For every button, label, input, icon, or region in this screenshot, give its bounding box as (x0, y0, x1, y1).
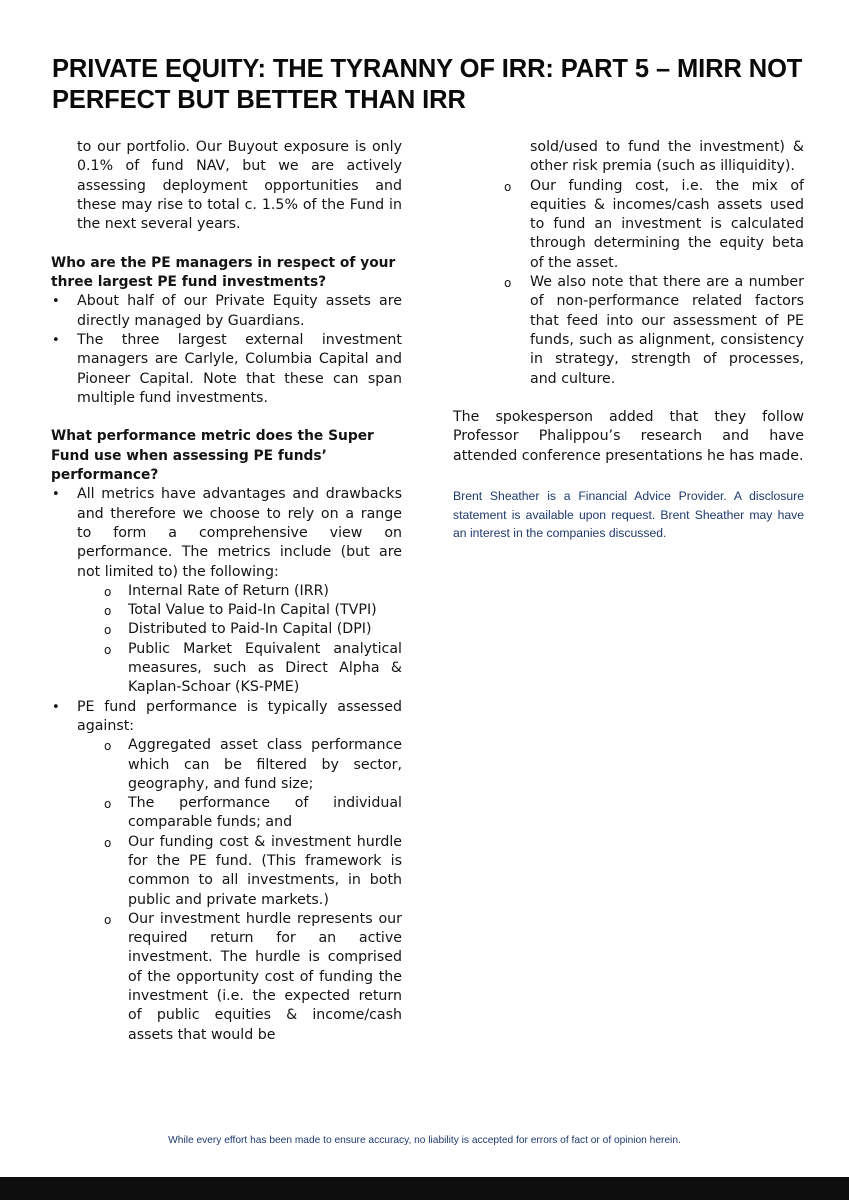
list-item: o Public Market Equivalent analytical measures, such as Direct Alpha & Kaplan-Schoar (KS-PME) (77, 640, 402, 698)
list-item: o Total Value to Paid-In Capital (TVPI) (77, 601, 402, 620)
disclosure-statement: Brent Sheather is a Financial Advice Provider. A disclosure statement is available upon request. Brent Sheather may have an interest in the companies discussed. (453, 489, 804, 541)
list-item: o The performance of individual comparable funds; and (77, 794, 402, 833)
metrics-bullet-list (51, 485, 402, 1045)
list-item: o Distributed to Paid-In Capital (DPI) (77, 620, 402, 639)
list-item: o Our funding cost, i.e. the mix of equities & incomes/cash assets used to fund an investment is calculated through determining the equity beta of the asset. (453, 177, 804, 273)
title-line-2: PERFECT BUT BETTER THAN IRR (52, 86, 466, 114)
assessment-sub-list (77, 736, 402, 1045)
question-managers: Who are the PE managers in respect of your three largest PE fund investments? (51, 254, 396, 291)
list-item (51, 485, 402, 697)
metrics-bullet-text: All metrics have advantages and drawbacks and therefore we choose to rely on a range to form a comprehensive view on performance. The metrics include (but are not limited to) the following: (77, 486, 402, 580)
list-item: o Our investment hurdle represents our required return for an active investment. The hurdle is comprised of the opportunity cost of funding the investment (i.e. the expected return of public equities & income/cash assets that would be (77, 910, 402, 1045)
spokesperson-paragraph: The spokesperson added that they follow Professor Phalippou’s research and have attended conference presentations he has made. (453, 409, 804, 464)
list-item: o Aggregated asset class performance which can be filtered by sector, geography, and fund size; (77, 736, 402, 794)
page-title (52, 54, 812, 116)
assessment-bullet-text: PE fund performance is typically assessed against: (77, 698, 402, 734)
list-item (51, 698, 402, 1045)
right-column (453, 138, 804, 543)
list-item: o Our funding cost & investment hurdle for the PE fund. (This framework is common to all investments, in both public and private markets.) (77, 833, 402, 910)
right-sub-list (453, 177, 804, 389)
left-column (51, 138, 402, 1045)
footer-disclaimer: While every effort has been made to ensure accuracy, no liability is accepted for errors of fact or of opinion herein. (168, 1135, 681, 1146)
list-item: • About half of our Private Equity assets are directly managed by Guardians. (51, 292, 402, 331)
list-item: • The three largest external investment managers are Carlyle, Columbia Capital and Pioneer Capital. Note that these can span multiple fund investments. (51, 331, 402, 408)
continued-sub-item: sold/used to fund the investment) & other risk premia (such as illiquidity). (530, 139, 804, 175)
list-item: o We also note that there are a number of non-performance related factors that feed into our assessment of PE funds, such as alignment, consistency in strategy, strength of processes, and culture. (453, 273, 804, 389)
metrics-sub-list (77, 582, 402, 698)
bottom-bar (0, 1177, 849, 1200)
question-performance-metric: What performance metric does the Super Fund use when assessing PE funds’ performance? (51, 428, 374, 484)
list-item: o Internal Rate of Return (IRR) (77, 582, 402, 601)
intro-paragraph: to our portfolio. Our Buyout exposure is only 0.1% of fund NAV, but we are actively assessing deployment opportunities and these may rise to total c. 1.5% of the Fund in the next several years. (77, 139, 402, 233)
managers-bullet-list (51, 292, 402, 408)
title-line-1: PRIVATE EQUITY: THE TYRANNY OF IRR: PART 5 – MIRR NOT (52, 55, 803, 83)
